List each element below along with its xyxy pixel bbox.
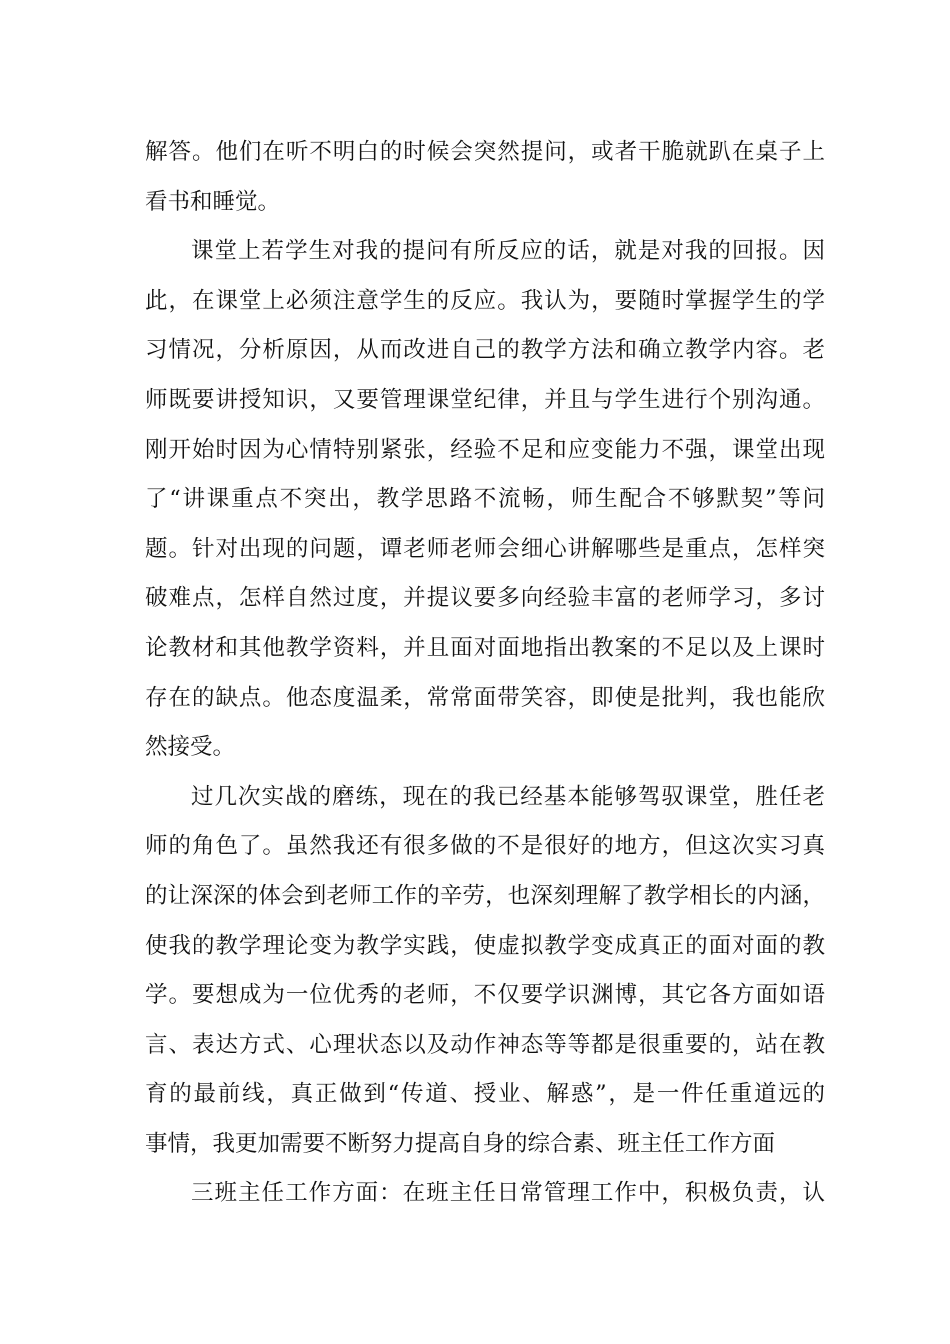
text-line: 言、表达方式、心理状态以及动作神态等等都是很重要的，站在教 bbox=[145, 1031, 825, 1058]
text-line: 使我的教学理论变为教学实践，使虚拟教学变成真正的面对面的教 bbox=[145, 932, 825, 959]
text-line: 看书和睡觉。 bbox=[145, 188, 281, 215]
text-line: 育的最前线，真正做到“传道、授业、解惑”，是一件任重道远的 bbox=[145, 1081, 825, 1108]
text-line: 的让深深的体会到老师工作的辛劳，也深刻理解了教学相长的内涵， bbox=[145, 882, 825, 909]
text-line: 此，在课堂上必须注意学生的反应。我认为，要随时掌握学生的学 bbox=[145, 287, 825, 314]
text-line: 存在的缺点。他态度温柔，常常面带笑容，即使是批判，我也能欣 bbox=[145, 684, 825, 711]
text-line: 题。针对出现的问题，谭老师老师会细心讲解哪些是重点，怎样突 bbox=[145, 535, 825, 562]
text-line: 师的角色了。虽然我还有很多做的不是很好的地方，但这次实习真 bbox=[145, 833, 825, 860]
text-line: 然接受。 bbox=[145, 734, 236, 761]
text-line: 刚开始时因为心情特别紧张，经验不足和应变能力不强，课堂出现 bbox=[145, 436, 825, 463]
text-line: 课堂上若学生对我的提问有所反应的话，就是对我的回报。因 bbox=[191, 238, 825, 265]
text-line: 三班主任工作方面：在班主任日常管理工作中，积极负责，认 bbox=[191, 1180, 825, 1207]
text-line: 了“讲课重点不突出，教学思路不流畅，师生配合不够默契”等问 bbox=[145, 486, 825, 513]
text-line: 师既要讲授知识，又要管理课堂纪律，并且与学生进行个别沟通。 bbox=[145, 386, 825, 413]
text-line: 解答。他们在听不明白的时候会突然提问，或者干脆就趴在桌子上 bbox=[145, 139, 825, 165]
text-line: 习情况，分析原因，从而改进自己的教学方法和确立教学内容。老 bbox=[145, 337, 825, 364]
text-line: 论教材和其他教学资料，并且面对面地指出教案的不足以及上课时 bbox=[145, 634, 825, 661]
body-text bbox=[145, 128, 825, 1219]
text-line: 破难点，怎样自然过度，并提议要多向经验丰富的老师学习，多讨 bbox=[145, 585, 825, 612]
text-line: 过几次实战的磨练，现在的我已经基本能够驾驭课堂，胜任老 bbox=[191, 783, 825, 810]
text-line: 事情，我更加需要不断努力提高自身的综合素、班主任工作方面 bbox=[145, 1130, 776, 1157]
text-line: 学。要想成为一位优秀的老师，不仅要学识渊博，其它各方面如语 bbox=[145, 982, 825, 1009]
